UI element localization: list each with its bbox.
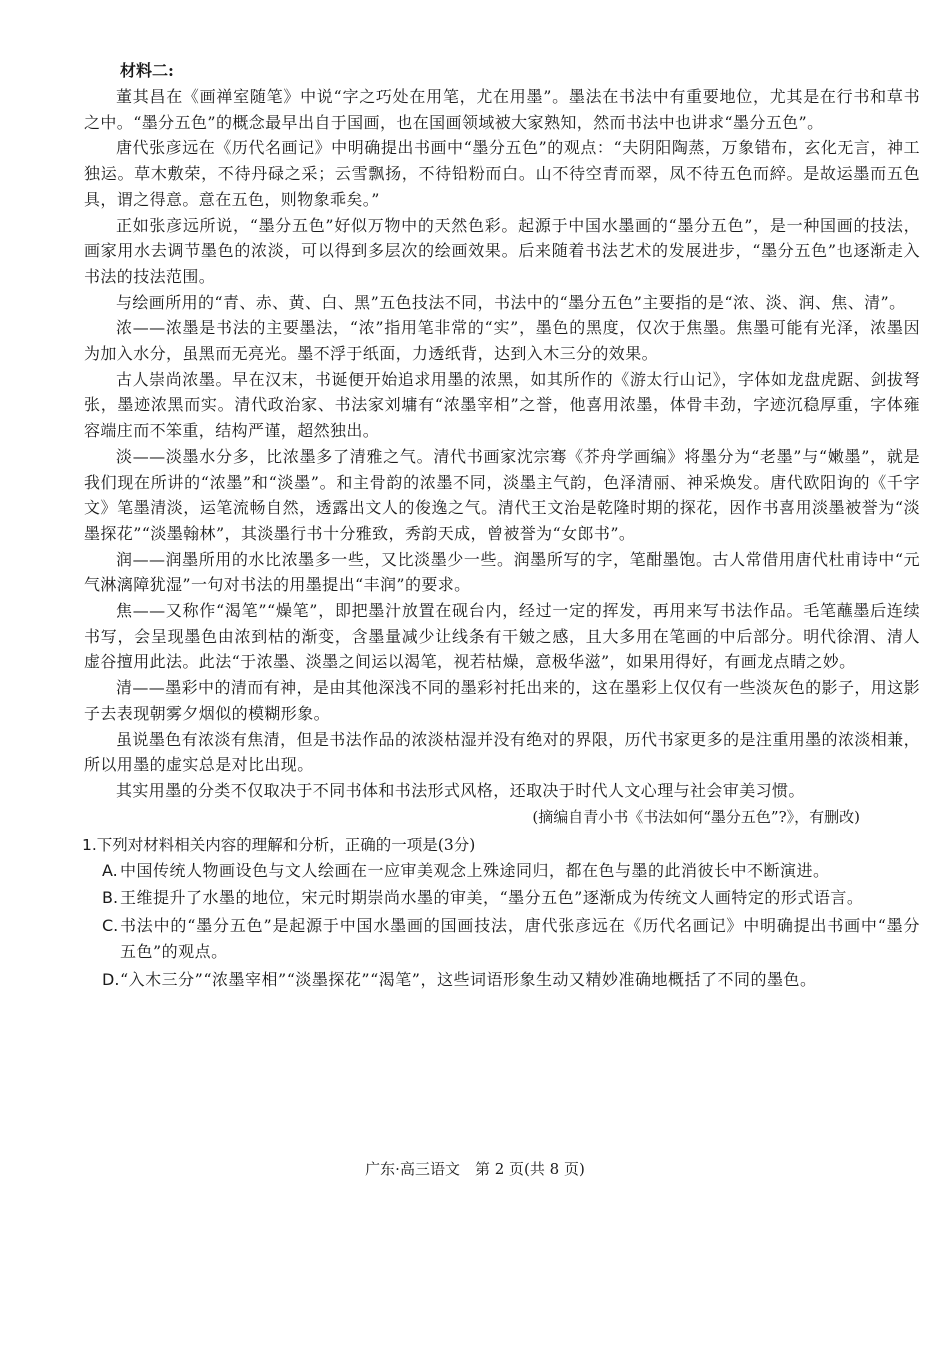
question-stem — [82, 832, 920, 858]
material-heading: 材料二: — [120, 61, 174, 80]
option-text: 王维提升了水墨的地位，宋元时期崇尚水墨的审美，“墨分五色”逐渐成为传统文人画特定的形式语言。 — [120, 888, 864, 908]
page-footer: 广东·高三语文 第 2 页(共 8 页) — [365, 1160, 585, 1178]
option-c[interactable] — [102, 913, 920, 966]
paragraph: 清——墨彩中的清而有神，是由其他深浅不同的墨彩衬托出来的，这在墨彩上仅仅有一些淡灰色的影子，用这影子去表现朝雾夕烟似的模糊形象。 — [84, 678, 920, 723]
source-citation: (摘编自青小书《书法如何“墨分五色”?》，有删改) — [532, 807, 860, 826]
option-letter: B. — [102, 888, 119, 908]
paragraph: 唐代张彦远在《历代名画记》中明确提出书画中“墨分五色”的观点：“夫阴阳陶蒸，万象错布，玄化无言，神工独运。草木敷荣，不待丹碌之采；云雪飘扬，不待铅粉而白。山不待空青而翠，凤不待五色而綷。是故运墨而五色具，谓之得意。意在五色，则物象乖矣。” — [84, 138, 920, 209]
option-d[interactable] — [102, 967, 920, 994]
option-letter: C. — [102, 915, 119, 935]
paragraph: 焦——又称作“渴笔”“燥笔”，即把墨汁放置在砚台内，经过一定的挥发，再用来写书法作品。毛笔蘸墨后连续书写，会呈现墨色由浓到枯的渐变，含墨量减少让线条有干皴之感，且大多用在笔画的中后部分。明代徐渭、清人虚谷擅用此法。此法“于浓墨、淡墨之间运以渴笔，视若枯燥，意极华滋”，如果用得好，有画龙点睛之妙。 — [84, 601, 920, 672]
option-letter: A. — [102, 860, 118, 880]
paragraph: 浓——浓墨是书法的主要墨法，“浓”指用笔非常的“实”，墨色的黑度，仅次于焦墨。焦墨可能有光泽，浓墨因为加入水分，虽黑而无亮光。墨不浮于纸面，力透纸背，达到入木三分的效果。 — [84, 318, 920, 364]
question-1 — [84, 832, 920, 994]
paragraph: 与绘画所用的“青、赤、黄、白、黑”五色技法不同，书法中的“墨分五色”主要指的是“浓、淡、润、焦、清”。 — [116, 292, 906, 312]
exam-page — [84, 58, 920, 994]
option-text: 中国传统人物画设色与文人绘画在一应审美观念上殊途同归，都在色与墨的此消彼长中不断演进。 — [120, 860, 830, 880]
paragraph: 正如张彦远所说，“墨分五色”好似万物中的天然色彩。起源于中国水墨画的“墨分五色”，是一种国画的技法，画家用水去调节墨色的浓淡，可以得到多层次的绘画效果。后来随着书法艺术的发展进步，“墨分五色”也逐渐走入书法的技法范围。 — [84, 215, 920, 286]
paragraph: 其实用墨的分类不仅取决于不同书体和书法形式风格，还取决于时代人文心理与社会审美习惯。 — [116, 780, 805, 800]
option-text: “入木三分”“浓墨宰相”“淡墨探花”“渴笔”，这些词语形象生动又精妙准确地概括了不同的墨色。 — [120, 969, 817, 989]
question-number: 1. — [82, 835, 97, 854]
option-text: 书法中的“墨分五色”是起源于中国水墨画的国画技法，唐代张彦远在《历代名画记》中明确提出书画中“墨分五色”的观点。 — [120, 915, 920, 962]
paragraph: 虽说墨色有浓淡有焦清，但是书法作品的浓淡枯湿并没有绝对的界限，历代书家更多的是注重用墨的浓淡相兼，所以用墨的虚实总是对比出现。 — [84, 729, 920, 775]
option-b[interactable] — [102, 885, 920, 912]
paragraph: 古人崇尚浓墨。早在汉末，书诞便开始追求用墨的浓黑，如其所作的《游太行山记》，字体如龙盘虎踞、剑拔弩张，墨迹浓黑而实。清代政治家、书法家刘墉有“浓墨宰相”之誉，他喜用浓墨，体骨丰劲，字迹沉稳厚重，字体雍容端庄而不笨重，结构严谨，超然独出。 — [84, 369, 920, 441]
option-letter: D. — [102, 969, 120, 989]
paragraph: 润——润墨所用的水比浓墨多一些，又比淡墨少一些。润墨所写的字，笔酣墨饱。古人常借用唐代杜甫诗中“元气淋漓障犹湿”一句对书法的用墨提出“丰润”的要求。 — [84, 549, 920, 595]
paragraph: 淡——淡墨水分多，比浓墨多了清雅之气。清代书画家沈宗骞《芥舟学画编》将墨分为“老墨”与“嫩墨”，就是我们现在所讲的“浓墨”和“淡墨”。和主骨韵的浓墨不同，淡墨主气韵，色泽清丽、神采焕发。唐代欧阳询的《千字文》笔墨清淡，运笔流畅自然，透露出文人的俊逸之气。清代王文治是乾隆时期的探花，因作书喜用淡墨被誉为“淡墨探花”“淡墨翰林”，其淡墨行书十分雅致，秀韵天成，曾被誉为“女郎书”。 — [84, 446, 920, 543]
paragraph: 董其昌在《画禅室随笔》中说“字之巧处在用笔，尤在用墨”。墨法在书法中有重要地位，尤其是在行书和草书之中。“墨分五色”的概念最早出自于国画，也在国画领域被大家熟知，然而书法中也讲求“墨分五色”。 — [84, 87, 920, 132]
question-text: 下列对材料相关内容的理解和分析，正确的一项是(3分) — [96, 835, 476, 854]
option-a[interactable] — [102, 858, 920, 885]
